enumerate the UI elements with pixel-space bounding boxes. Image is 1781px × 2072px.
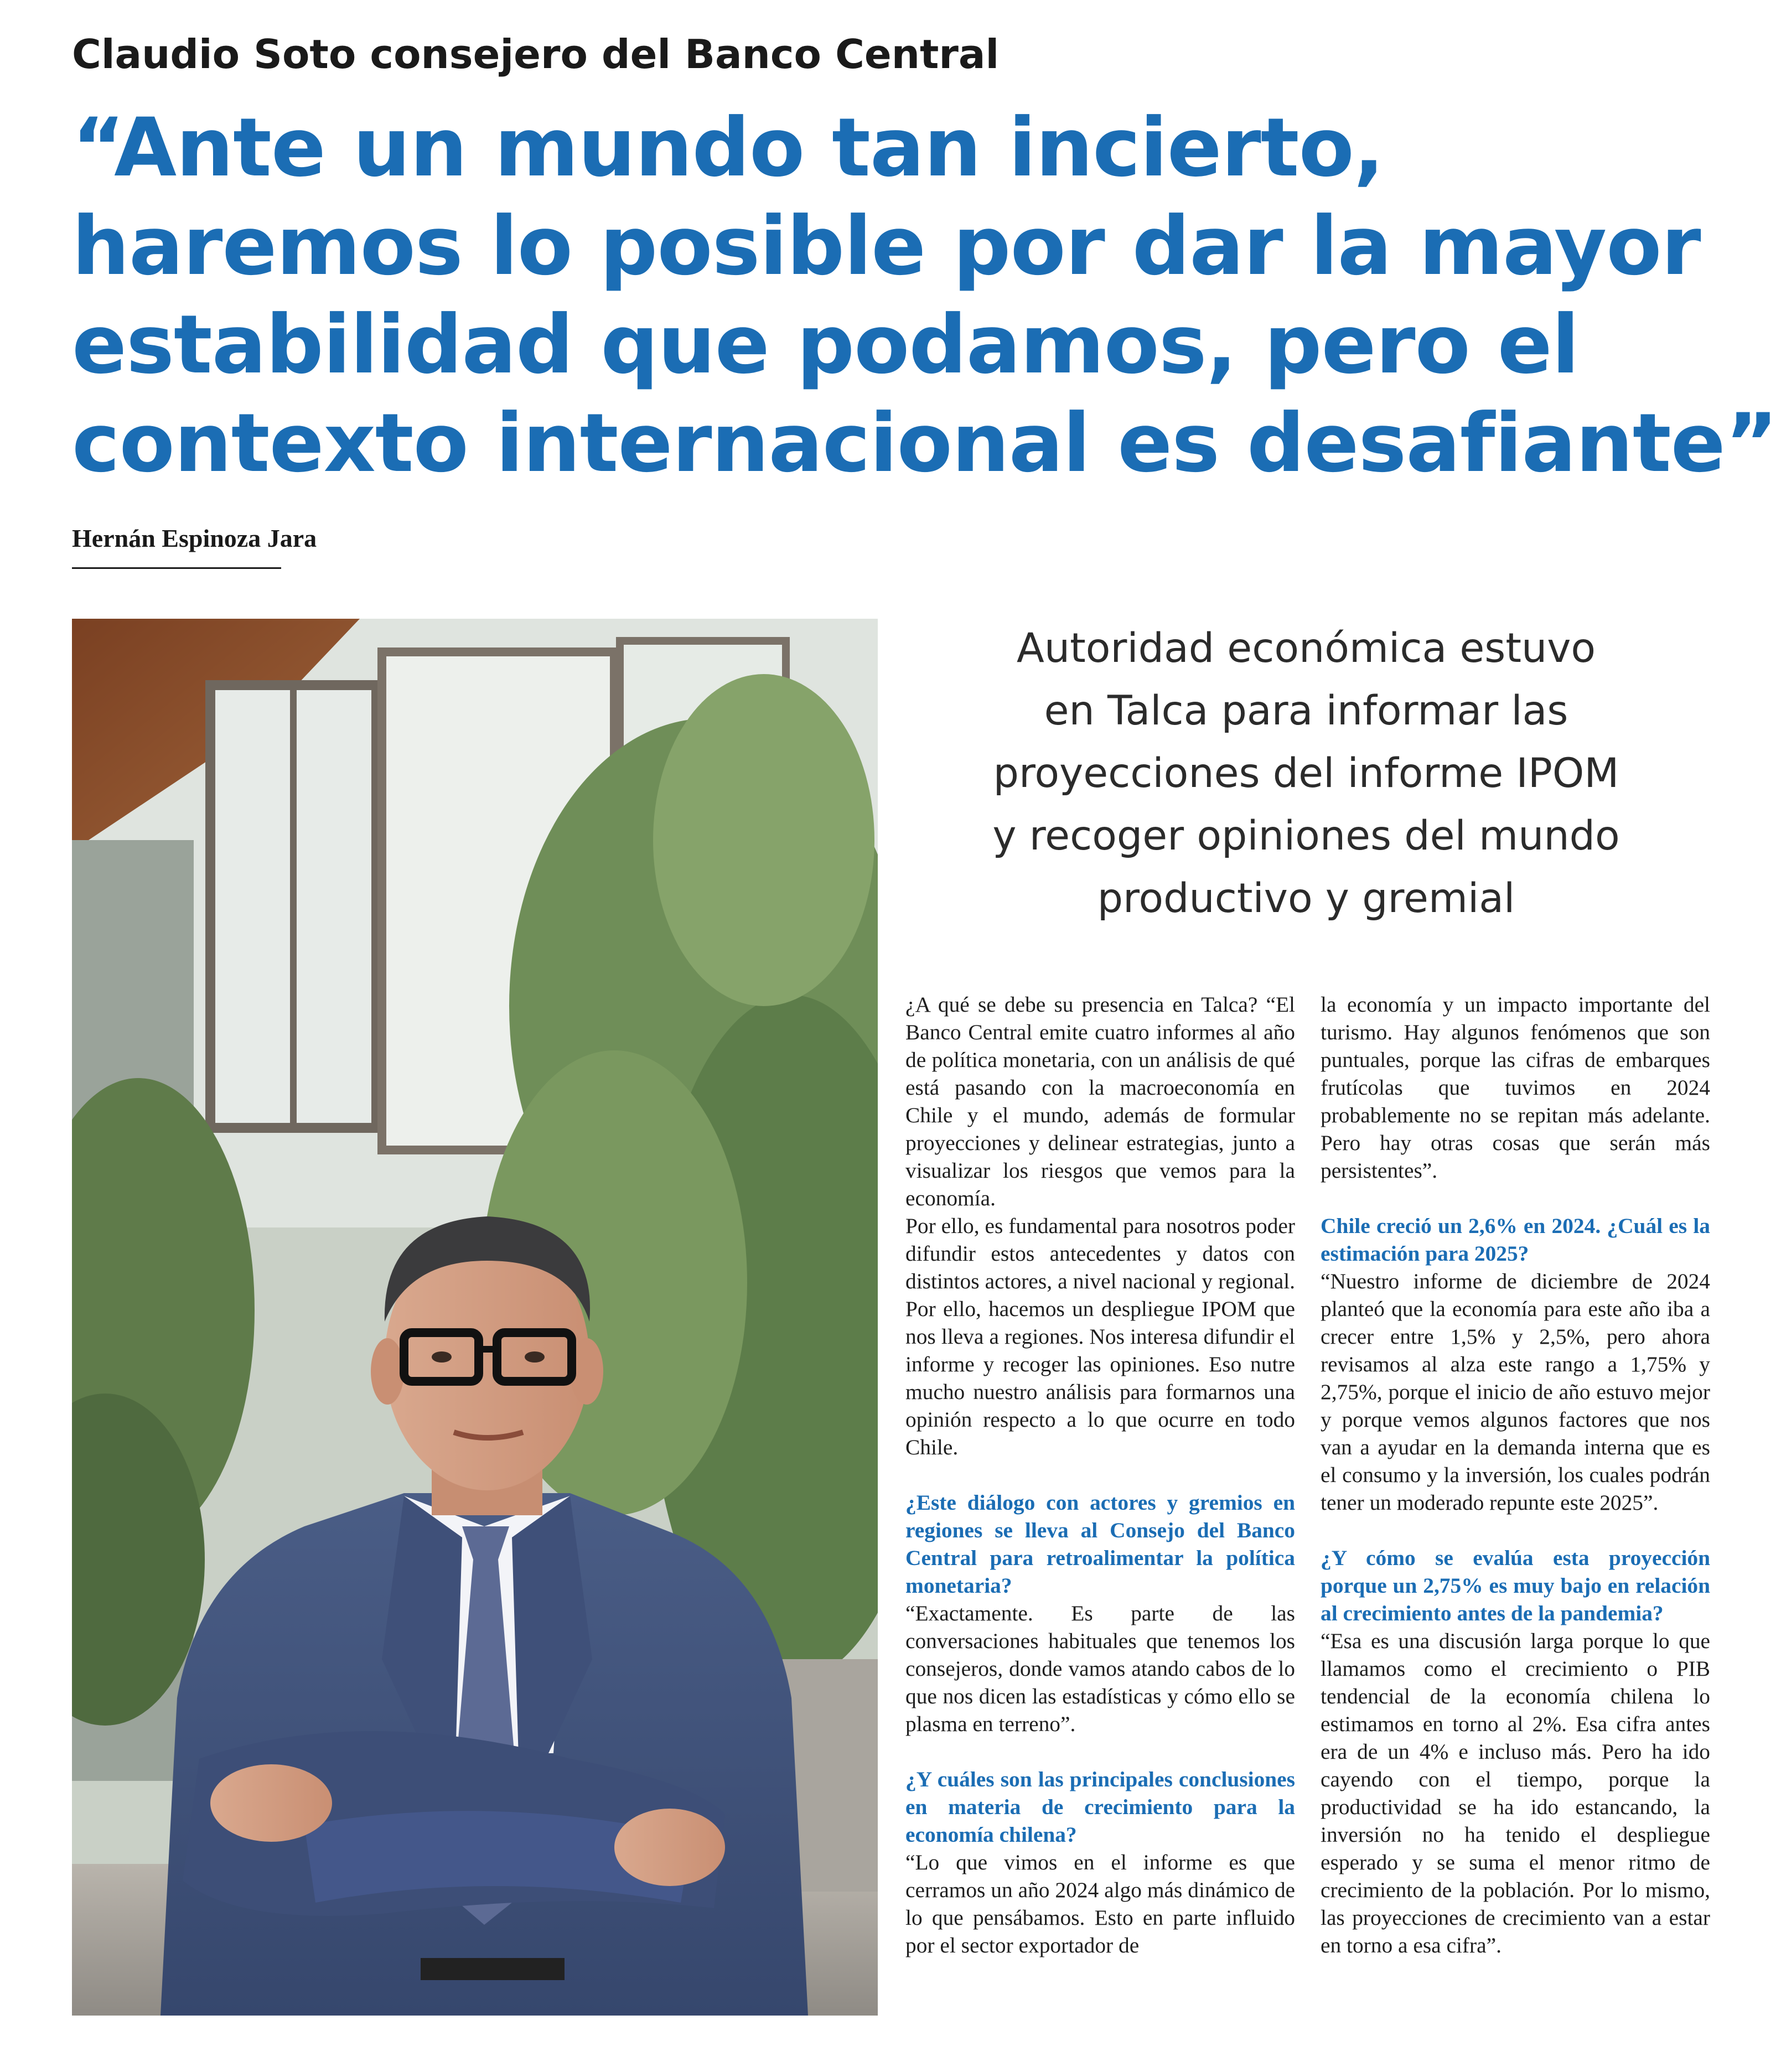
body-paragraph: Por ello, es fundamental para nosotros poder difundir estos antecedentes y datos con distintos actores, a nivel nacional y regional. Por ello, hacemos un despliegue IPOM que nos lleva a regiones. Nos interesa difundir el informe y recoger las opiniones. Eso nutre mucho nuestro análisis para formarnos una opinión respecto a lo que ocurre en todo Chile.: [905, 1214, 1295, 1459]
portrait-photo: [72, 619, 878, 2016]
interview-question: Chile creció un 2,6% en 2024. ¿Cuál es la estimación para 2025?: [1321, 1214, 1710, 1266]
interview-question: ¿Y cuáles son las principales conclusiones en materia de crecimiento para la economía chilena?: [905, 1767, 1295, 1847]
body-paragraph: ¿A qué se debe su presencia en Talca? “El Banco Central emite cuatro informes al año de política monetaria, con un análisis de qué está pasando con la macroeconomía en Chile y el mundo, además de formular proyecciones y delinear estrategias, junto a visualizar los riesgos que vemos para la economía.: [905, 992, 1295, 1210]
headline-line: contexto internacional es desafiante”: [72, 396, 1778, 490]
interview-question: ¿Y cómo se evalúa esta proyección porque un 2,75% es muy bajo en relación al crecimiento antes de la pandemia?: [1321, 1546, 1710, 1625]
interview-question: ¿Este diálogo con actores y gremios en regiones se lleva al Consejo del Banco Central para retroalimentar la política monetaria?: [905, 1490, 1295, 1598]
body-column-2: [1321, 991, 1710, 1959]
interview-answer: “Lo que vimos en el informe es que cerramos un año 2024 algo más dinámico de lo que pensábamos. Esto en parte influido por el sector exportador de: [905, 1850, 1295, 1957]
deck-line: en Talca para informar las: [1044, 687, 1568, 734]
interview-answer: “Exactamente. Es parte de las conversaciones habituales que tenemos los consejeros, donde vamos atando cabos de lo que nos dicen las estadísticas y cómo ello se plasma en terreno”.: [905, 1601, 1295, 1736]
headline: [72, 99, 1778, 493]
interview-answer: “Nuestro informe de diciembre de 2024 planteó que la economía para este año iba a crecer entre 1,5% y 2,5%, pero ahora revisamos al alza este rango a 1,75% y 2,75%, porque el inicio de año estuvo mejor y porque vemos algunos factores que nos van a ayudar en la demanda interna que es el consumo y la inversión, los cuales podrán tener un moderado repunte este 2025”.: [1321, 1269, 1710, 1515]
interview-answer: la economía y un impacto importante del turismo. Hay algunos fenómenos que son puntuales, porque las cifras de embarques frutícolas que tuvimos en 2024 probablemente no se repitan más adelante. Pero hay otras cosas que serán más persistentes”.: [1321, 992, 1710, 1183]
headline-line: haremos lo posible por dar la mayor: [72, 199, 1701, 293]
byline: Hernán Espinoza Jara: [72, 524, 317, 552]
deck-line: y recoger opiniones del mundo: [992, 812, 1620, 859]
deck-line: Autoridad económica estuvo: [1016, 625, 1596, 672]
byline-rule: [72, 567, 281, 569]
headline-line: “Ante un mundo tan incierto,: [72, 101, 1384, 195]
kicker: Claudio Soto consejero del Banco Central: [72, 31, 1000, 77]
interview-answer: “Esa es una discusión larga porque lo que llamamos como el crecimiento o PIB tendencial de la economía chilena lo estimamos en torno al 2%. Esa cifra antes era de un 4% e incluso más. Pero ha ido cayendo con el tiempo, porque la productividad se ha ido estancando, la inversión no ha tenido el despliegue esperado y se suma el menor ritmo de crecimiento de la población. Por lo mismo, las proyecciones de crecimiento van a estar en torno a esa cifra”.: [1321, 1629, 1710, 1957]
headline-line: estabilidad que podamos, pero el: [72, 298, 1579, 392]
deck-subtitle: [902, 617, 1710, 930]
deck-line: productivo y gremial: [1097, 875, 1515, 922]
body-column-1: [905, 991, 1295, 1959]
deck-line: proyecciones del informe IPOM: [993, 750, 1619, 797]
